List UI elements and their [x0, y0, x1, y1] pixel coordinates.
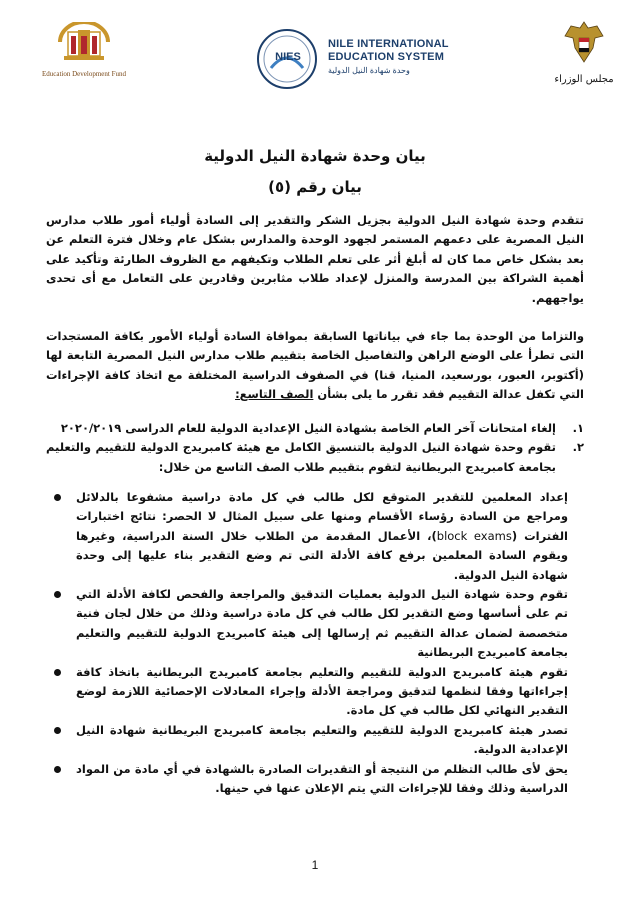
- bullet-item: [46, 760, 568, 799]
- bullet-text-english: block exams: [436, 528, 512, 543]
- intro-paragraph: تتقدم وحدة شهادة النيل الدولية بجزيل الشكر والتقدير إلى السادة أولياء أمور طلاب مدارس النيل المصرية على دعمهم المستمر لجهود الوحدة والمدارس بشكل عام وخلال فترة التعلم عن بعد بشكل خاص مما كان له أبلغ أثر على تعلم الطلاب وتكيفهم مع الظروف الطارئة وتأكيد على أهمية الشراكة بين المدرسة والمنزل لإعداد طلاب مثابرين وقادرين على التعامل مع أى تحدى يواجههم.: [46, 213, 584, 305]
- nies-abbr: NIES: [275, 51, 301, 63]
- bullet-icon: [54, 591, 61, 598]
- bullet-icon: [54, 669, 61, 676]
- statement-number: بيان رقم (٥): [268, 178, 362, 196]
- bullet-icon: [54, 766, 61, 773]
- list-item: [46, 438, 584, 477]
- list-item-text: إلغاء امتحانات آخر العام الخاصة بشهادة النيل الإعدادية الدولية للعام الدراسى ٢٠٢٠/٢٠١٩: [60, 421, 556, 435]
- bullet-icon: [54, 727, 61, 734]
- bullet-item: [46, 585, 568, 663]
- bullet-text-part: )، الأعمال المقدمة من الطلاب خلال السنة الدراسية، وغيرها ويقوم السادة المعلمين برفع كافة الأدلة التى تم وضع التقدير بناء عليها إلى وحدة شهادة النيل الدولية.: [76, 528, 568, 582]
- bullet-icon: [54, 494, 61, 501]
- page-number: 1: [311, 858, 319, 872]
- numbered-list: [46, 419, 584, 477]
- list-item-number: ٢.: [572, 440, 584, 455]
- list-item: [46, 419, 584, 438]
- bullet-text: تقوم هيئة كامبريدج الدولية للتقييم والتعليم بجامعة كامبريدج البريطانية باتخاذ كافة إجراءاتها وفقا لنظمها لتدقيق ومراجعة الأدلة وإجراء المعادلات الإحصائية اللازمة لوضع التقدير النهائي لكل طالب في كل مادة.: [76, 664, 568, 718]
- nies-name-line-2: EDUCATION SYSTEM: [328, 51, 445, 63]
- bullet-text: يحق لأى طالب التظلم من النتيجة أو التقديرات الصادرة بالشهادة في أي مادة من المواد الدراسية وذلك وفقا للإجراءات التي يتم الإعلان عنها في حينها.: [76, 761, 568, 796]
- bullet-text-part: إعداد المعلمين للتقدير المتوقع لكل طالب في كل مادة دراسية مشفوعا بالدلائل ومراجع من السادة رؤساء الأقسام ومنها على سبيل المثال لا الحصر: نتائج اختبارات الفترات (: [76, 490, 568, 543]
- grade-nine-heading: الصف التاسع:: [235, 387, 314, 402]
- nies-name-line-1: NILE INTERNATIONAL: [328, 38, 449, 50]
- bullet-item: [46, 663, 568, 721]
- bullet-text: تقوم وحدة شهادة النيل الدولية بعمليات التدقيق والمراجعة والفحص لكافة الأدلة التي تم على أساسها وضع التقدير لكل طالب في كل مادة دراسية وذلك من خلال لجان فنية متخصصة لضمان عدالة التقييم ثم إرسالها إلى هيئة كامبريدج الدولية للتقييم والتعليم بجامعة كامبريدج البريطانية: [76, 587, 568, 660]
- education-development-fund-logo: [40, 22, 128, 94]
- nies-logo: [256, 28, 496, 92]
- cabinet-caption: مجلس الوزراء: [554, 74, 614, 85]
- fund-emblem-icon: [54, 22, 114, 66]
- bullet-item: [46, 488, 568, 585]
- nies-name-arabic: وحدة شهادة النيل الدولية: [328, 66, 410, 75]
- bullet-text: تصدر هيئة كامبريدج الدولية للتقييم والتعليم بجامعة كامبريدج البريطانية شهادة النيل الإعدادية الدولية.: [76, 722, 568, 757]
- list-item-text: تقوم وحدة شهادة النيل الدولية بالتنسيق الكامل مع هيئة كامبريدج الدولية للتقييم والتعليم بجامعة كامبريدج البريطانية لتقوم بتقييم طلاب الصف التاسع من خلال:: [46, 440, 556, 474]
- fund-logo-caption: Education Development Fund: [42, 70, 126, 78]
- decision-paragraph-text: والتزاما من الوحدة بما جاء في بياناتها السابقة بموافاة السادة أولياء الأمور بكافة المستجدات التى تطرأ على الوضع الراهن والتفاصيل الخاصة بتقييم طلاب مدارس النيل المصرية التابعة لها (أكتوبر، العبور، بورسعيد، المنيا، قنا) في الصفوف الدراسية المختلفة مع اتخاذ كافة الإجراءات التي تكفل عدالة التقييم فقد تقرر ما يلى بشأن: [46, 329, 584, 402]
- bullet-item: [46, 721, 568, 760]
- document-title: بيان وحدة شهادة النيل الدولية: [204, 147, 426, 165]
- eagle-emblem-icon: [563, 18, 605, 66]
- cabinet-logo: [552, 18, 616, 96]
- decision-paragraph: [46, 327, 584, 405]
- list-item-number: ١.: [572, 421, 584, 435]
- bullet-list: [46, 488, 568, 799]
